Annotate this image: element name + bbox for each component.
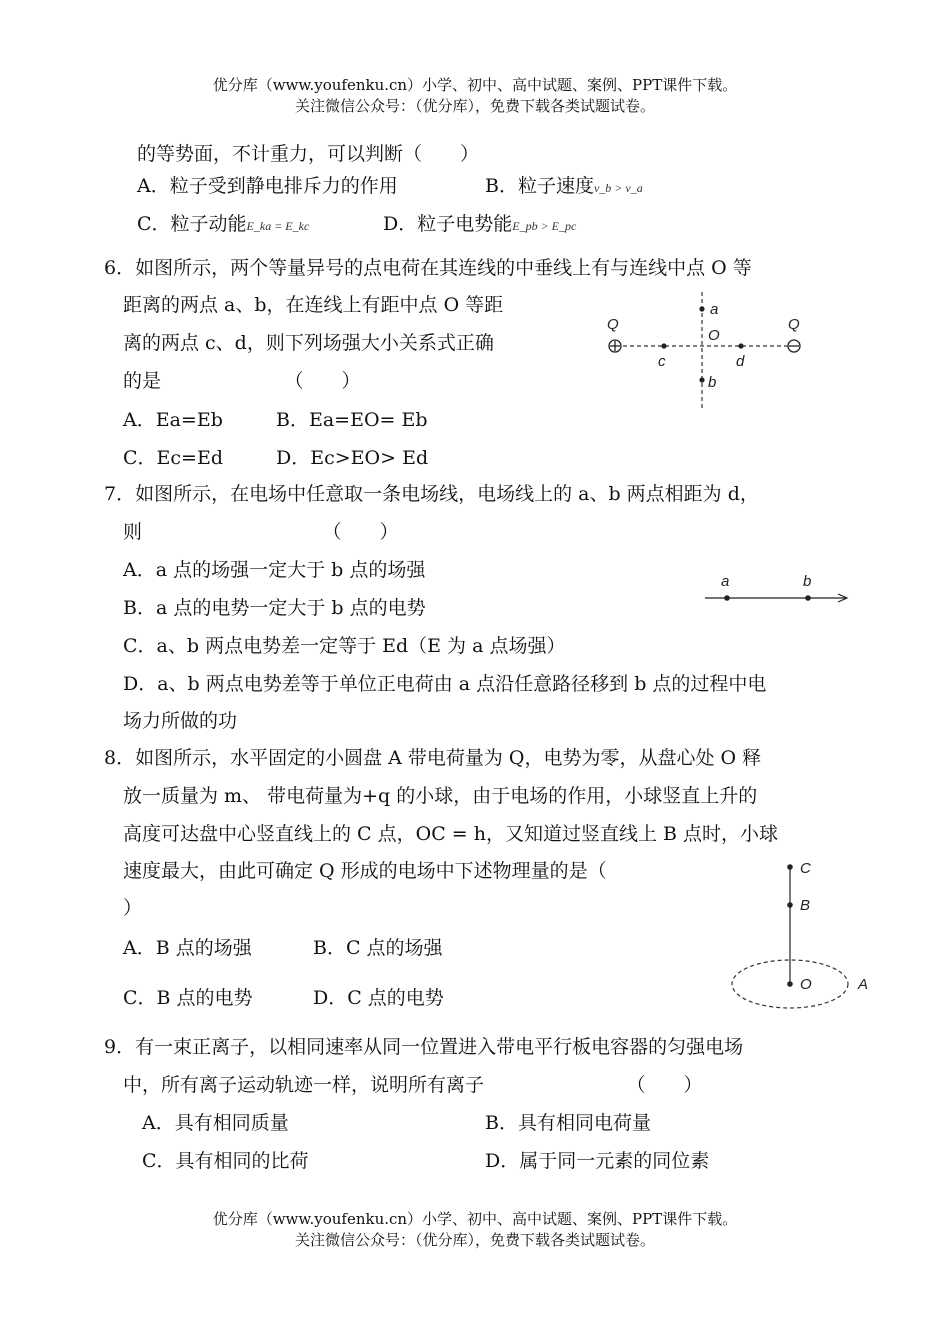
q8-point-b [787,902,793,908]
q7-option-b: B．a 点的电势一定大于 b 点的电势 [123,597,426,619]
q9-line-2: 中，所有离子运动轨迹一样，说明所有离子 （ ） [123,1074,703,1096]
q6-option-d: D．Ec>EO> Ed [276,447,429,469]
q8-option-a: A．B 点的场强 [123,937,252,959]
q7-option-d-line-2: 场力所做的功 [123,710,238,732]
q9-option-d: D．属于同一元素的同位素 [485,1150,710,1172]
q8-option-d: D．C 点的电势 [313,987,444,1009]
q9-option-c: C．具有相同的比荷 [142,1150,309,1172]
q7-field-line-figure [700,570,855,610]
q5-option-a: A．粒子受到静电排斥力的作用 [137,175,398,197]
q9-option-b: B．具有相同电荷量 [485,1112,651,1134]
q8-disc-figure [726,852,886,1017]
q6-line-2: 距离的两点 a、b，在连线上有距中点 O 等距 [123,294,504,316]
q6-option-a: A．Ea=Eb [123,409,223,431]
q8-line-5: ） [123,897,143,919]
q7-option-a: A．a 点的场强一定大于 b 点的场强 [123,559,426,581]
header-line-1: 优分库（www.youfenku.cn）小学、初中、高中试题、案例、PPT课件下载。 [212,76,738,94]
q6-label-o: O [708,327,720,344]
q7-point-a [724,595,730,601]
q6-label-q-left: Q [607,316,619,333]
q6-point-b [699,377,704,382]
q5-continuation: 的等势面，不计重力，可以判断（ ） [137,143,480,165]
q6-charges-figure [596,288,816,413]
q6-point-d [738,343,743,348]
q5-option-d-text: D．粒子电势能 [383,213,513,235]
q8-line-2: 放一质量为 m、 带电荷量为+q 的小球，由于电场的作用，小球竖直上升的 [123,785,758,807]
q8-label-b: B [800,897,811,914]
q5-option-c [137,212,309,238]
q6-line-4: 的是 （ ） [123,370,361,392]
q6-line-3: 离的两点 c、d，则下列场强大小关系式正确 [123,332,494,354]
q8-label-c: C [800,860,811,877]
q5-option-c-text: C．粒子动能 [137,213,247,235]
q6-label-c: c [658,353,666,370]
q6-label-d: d [736,353,745,370]
q8-point-c [787,864,793,870]
q9-line-1: 9．有一束正离子，以相同速率从同一位置进入带电平行板电容器的匀强电场 [104,1036,744,1058]
q9-option-a: A．具有相同质量 [142,1112,289,1134]
q8-line-3: 高度可达盘中心竖直线上的 C 点，OC = h，又知道过竖直线上 B 点时，小球 [123,823,779,845]
q6-label-b: b [708,374,717,391]
q6-point-c [661,343,666,348]
q7-line-1: 7．如图所示，在电场中任意取一条电场线，电场线上的 a、b 两点相距为 d， [104,483,759,505]
q6-label-q-right: Q [788,316,800,333]
q8-option-c: C．B 点的电势 [123,987,253,1009]
q7-label-a: a [721,573,730,590]
q5-option-b-formula: v_b > v_a [593,181,643,195]
q7-option-d-line-1: D．a、b 两点电势差等于单位正电荷由 a 点沿任意路径移到 b 点的过程中电 [123,673,767,695]
q8-option-b: B．C 点的场强 [313,937,443,959]
header-line-2: 关注微信公众号：（优分库），免费下载各类试题试卷。 [294,97,655,115]
q6-option-c: C．Ec=Ed [123,447,224,469]
q8-label-o: O [800,976,812,993]
q8-point-o [787,981,793,987]
q6-point-a [699,306,704,311]
q5-option-d-formula: E_pb > E_pc [512,219,577,233]
q5-option-d [383,212,576,238]
q8-label-a: A [858,976,869,993]
q8-line-4: 速度最大，由此可确定 Q 形成的电场中下述物理量的是（ [123,860,607,882]
footer-line-2: 关注微信公众号：（优分库），免费下载各类试题试卷。 [294,1231,655,1249]
q7-label-b: b [803,573,812,590]
q7-option-c: C．a、b 两点电势差一定等于 Ed（E 为 a 点场强） [123,635,566,657]
q6-option-b: B．Ea=EO= Eb [276,409,428,431]
q7-point-b [805,595,811,601]
q5-option-b-text: B．粒子速度 [485,175,594,197]
q5-option-c-formula: E_ka = E_kc [246,219,310,233]
q8-line-1: 8．如图所示，水平固定的小圆盘 A 带电荷量为 Q，电势为零，从盘心处 O 释 [104,747,762,769]
q5-option-b [485,174,643,200]
footer-line-1: 优分库（www.youfenku.cn）小学、初中、高中试题、案例、PPT课件下载。 [212,1210,738,1228]
q6-label-a: a [710,301,719,318]
q6-line-1: 6．如图所示，两个等量异号的点电荷在其连线的中垂线上有与连线中点 O 等 [104,257,752,279]
q7-line-2: 则 （ ） [123,521,399,543]
